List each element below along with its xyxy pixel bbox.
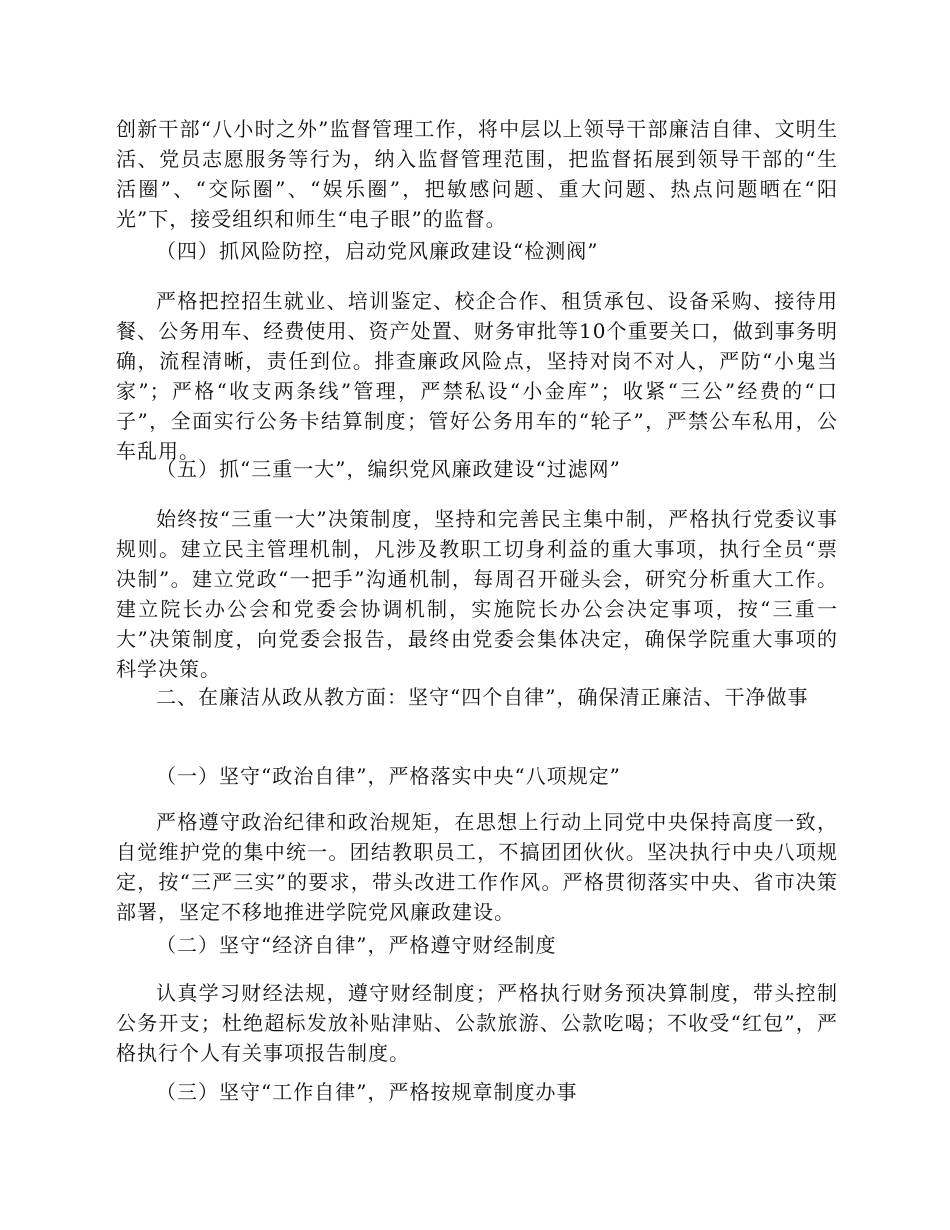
heading-political-self-discipline: （一）坚守“政治自律”，严格落实中央“八项规定” — [156, 764, 621, 788]
heading-four-self-disciplines: 二、在廉洁从政从教方面：坚守“四个自律”，确保清正廉洁、干净做事 — [156, 685, 809, 709]
paragraph-decision-system: 始终按“三重一大”决策制度，坚持和完善民主集中制，严格执行党委议事规则。建立民主管理机制，凡涉及教职工切身利益的重大事项，执行全员“票决制”。建立党政“一把手”沟通机制，每周召开碰头会，研究分析重大工作。建立院长办公会和党委会协调机制，实施院长办公会决定事项，按“三重一大”决策制度，向党委会报告，最终由党委会集体决定，确保学院重大事项的科学决策。 — [116, 507, 838, 681]
heading-risk-control: （四）抓风险防控，启动党风廉政建设“检测阀” — [156, 239, 599, 263]
paragraph-risk-control: 严格把控招生就业、培训鉴定、校企合作、租赁承包、设备采购、接待用餐、公务用车、经费使用、资产处置、财务审批等10个重要关口，做到事务明确，流程清晰，责任到位。排查廉政风险点，坚持对岗不对人，严防“小鬼当家”；严格“收支两条线”管理，严禁私设“小金库”；收紧“三公”经费的“口子”，全面实行公务卡结算制度；管好公务用车的“轮子”，严禁公车私用，公车乱用。 — [116, 289, 838, 463]
paragraph-political-self-discipline: 严格遵守政治纪律和政治规矩，在思想上行动上同党中央保持高度一致，自觉维护党的集中统一。团结教职员工，不搞团团伙伙。坚决执行中央八项规定，按“三严三实”的要求，带头改进工作作风。严格贯彻落实中央、省市决策部署，坚定不移地推进学院党风廉政建设。 — [116, 810, 838, 924]
heading-three-important-one-large: （五）抓“三重一大”，编织党风廉政建设“过滤网” — [156, 457, 621, 481]
paragraph-eight-hours-supervision: 创新干部“八小时之外”监督管理工作，将中层以上领导干部廉洁自律、文明生活、党员志愿服务等行为，纳入监督管理范围，把监督拓展到领导干部的“生活圈”、“交际圈”、“娱乐圈”，把敏感问题、重大问题、热点问题晒在“阳光”下，接受组织和师生“电子眼”的监督。 — [116, 117, 838, 231]
heading-work-self-discipline: （三）坚守“工作自律”，严格按规章制度办事 — [156, 1080, 578, 1104]
heading-economic-self-discipline: （二）坚守“经济自律”，严格遵守财经制度 — [156, 933, 557, 957]
paragraph-economic-self-discipline: 认真学习财经法规，遵守财经制度；严格执行财务预决算制度，带头控制公务开支；杜绝超标发放补贴津贴、公款旅游、公款吃喝；不收受“红包”，严格执行个人有关事项报告制度。 — [116, 981, 838, 1065]
